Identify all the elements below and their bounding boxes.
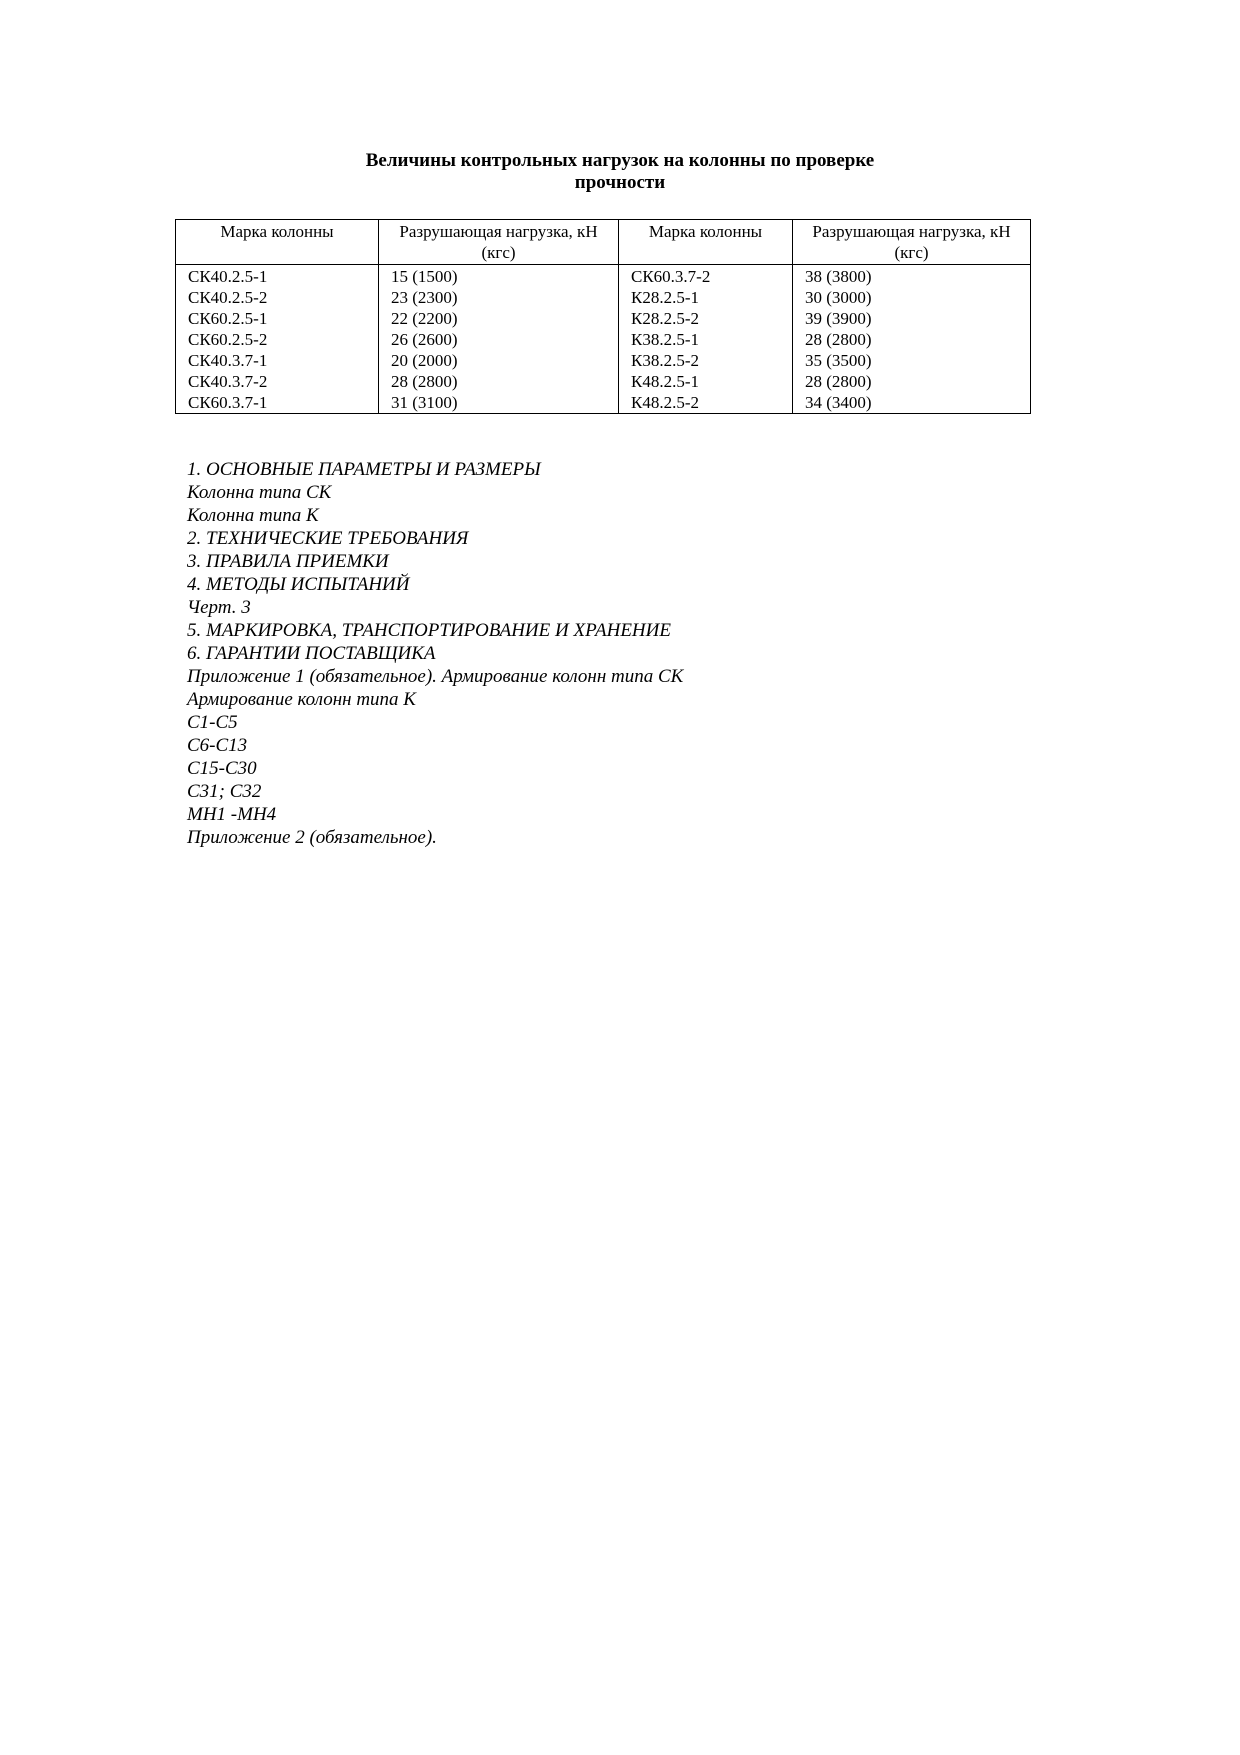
toc-item[interactable] [187,665,683,688]
cell-grade: К48.2.5-2 [619,392,793,414]
header-column-grade-2: Марка колонны [619,220,793,265]
cell-load: 30 (3000) [793,287,1031,308]
table-row [176,392,1031,414]
cell-load: 20 (2000) [379,350,619,371]
cell-load: 22 (2200) [379,308,619,329]
toc-link-column-type-k[interactable]: Колонна типа К [187,505,319,526]
toc-link-marking-transport-storage[interactable]: 5. МАРКИРОВКА, ТРАНСПОРТИРОВАНИЕ И ХРАНЕНИЕ [187,620,671,641]
toc-item[interactable] [187,504,683,527]
header-breaking-load-1: Разрушающая нагрузка, кН (кгс) [379,220,619,265]
cell-load: 23 (2300) [379,287,619,308]
table-row [176,329,1031,350]
cell-grade: К38.2.5-2 [619,350,793,371]
toc-link-column-type-sk[interactable]: Колонна типа СК [187,482,332,503]
toc-link-mn1-mn4[interactable]: МН1 -МН4 [187,804,277,825]
load-values-table [175,219,1031,414]
toc-item[interactable] [187,757,683,780]
toc-link-reinforcement-type-k[interactable]: Армирование колонн типа К [187,689,416,710]
cell-grade: СК40.2.5-2 [176,287,379,308]
table-title-line-1: Величины контрольных нагрузок на колонны по проверке [365,150,875,171]
cell-load: 31 (3100) [379,392,619,414]
toc-link-drawing-3[interactable]: Черт. 3 [187,597,251,618]
toc-link-technical-requirements[interactable]: 2. ТЕХНИЧЕСКИЕ ТРЕБОВАНИЯ [187,528,469,549]
cell-grade: СК40.2.5-1 [176,265,379,288]
cell-load: 28 (2800) [793,371,1031,392]
toc-item[interactable] [187,619,683,642]
table-row [176,265,1031,288]
cell-load: 15 (1500) [379,265,619,288]
toc-link-appendix-1[interactable]: Приложение 1 (обязательное). Армирование колонн типа СК [187,666,684,687]
table-title [310,150,930,194]
cell-load: 39 (3900) [793,308,1031,329]
cell-grade: СК60.3.7-1 [176,392,379,414]
table-row [176,350,1031,371]
toc-item[interactable] [187,711,683,734]
table-header-row [176,220,1031,265]
table-of-contents [187,458,683,849]
toc-item[interactable] [187,596,683,619]
cell-grade: К48.2.5-1 [619,371,793,392]
cell-load: 38 (3800) [793,265,1031,288]
toc-link-acceptance-rules[interactable]: 3. ПРАВИЛА ПРИЕМКИ [187,551,389,572]
cell-grade: СК60.2.5-1 [176,308,379,329]
toc-link-supplier-guarantees[interactable]: 6. ГАРАНТИИ ПОСТАВЩИКА [187,643,436,664]
table-row [176,287,1031,308]
header-breaking-load-2: Разрушающая нагрузка, кН (кгс) [793,220,1031,265]
toc-item[interactable] [187,780,683,803]
table-row [176,308,1031,329]
cell-grade: К28.2.5-2 [619,308,793,329]
cell-load: 35 (3500) [793,350,1031,371]
table-row [176,371,1031,392]
toc-item[interactable] [187,550,683,573]
toc-link-c1-c5[interactable]: С1-С5 [187,712,238,733]
cell-grade: СК60.2.5-2 [176,329,379,350]
toc-link-test-methods[interactable]: 4. МЕТОДЫ ИСПЫТАНИЙ [187,574,410,595]
toc-link-c31-c32[interactable]: С31; С32 [187,781,262,802]
toc-item[interactable] [187,734,683,757]
toc-item[interactable] [187,826,683,849]
header-column-grade-1: Марка колонны [176,220,379,265]
cell-grade: К38.2.5-1 [619,329,793,350]
cell-grade: СК60.3.7-2 [619,265,793,288]
cell-grade: СК40.3.7-2 [176,371,379,392]
toc-link-main-parameters[interactable]: 1. ОСНОВНЫЕ ПАРАМЕТРЫ И РАЗМЕРЫ [187,459,541,480]
toc-item[interactable] [187,803,683,826]
cell-load: 34 (3400) [793,392,1031,414]
toc-link-c6-c13[interactable]: С6-С13 [187,735,248,756]
toc-item[interactable] [187,573,683,596]
toc-item[interactable] [187,527,683,550]
cell-grade: К28.2.5-1 [619,287,793,308]
cell-load: 26 (2600) [379,329,619,350]
cell-load: 28 (2800) [379,371,619,392]
toc-item[interactable] [187,481,683,504]
toc-item[interactable] [187,458,683,481]
cell-grade: СК40.3.7-1 [176,350,379,371]
toc-item[interactable] [187,688,683,711]
toc-item[interactable] [187,642,683,665]
cell-load: 28 (2800) [793,329,1031,350]
toc-link-appendix-2[interactable]: Приложение 2 (обязательное). [187,827,437,848]
toc-link-c15-c30[interactable]: С15-С30 [187,758,257,779]
table-title-line-2: прочности [574,172,666,193]
